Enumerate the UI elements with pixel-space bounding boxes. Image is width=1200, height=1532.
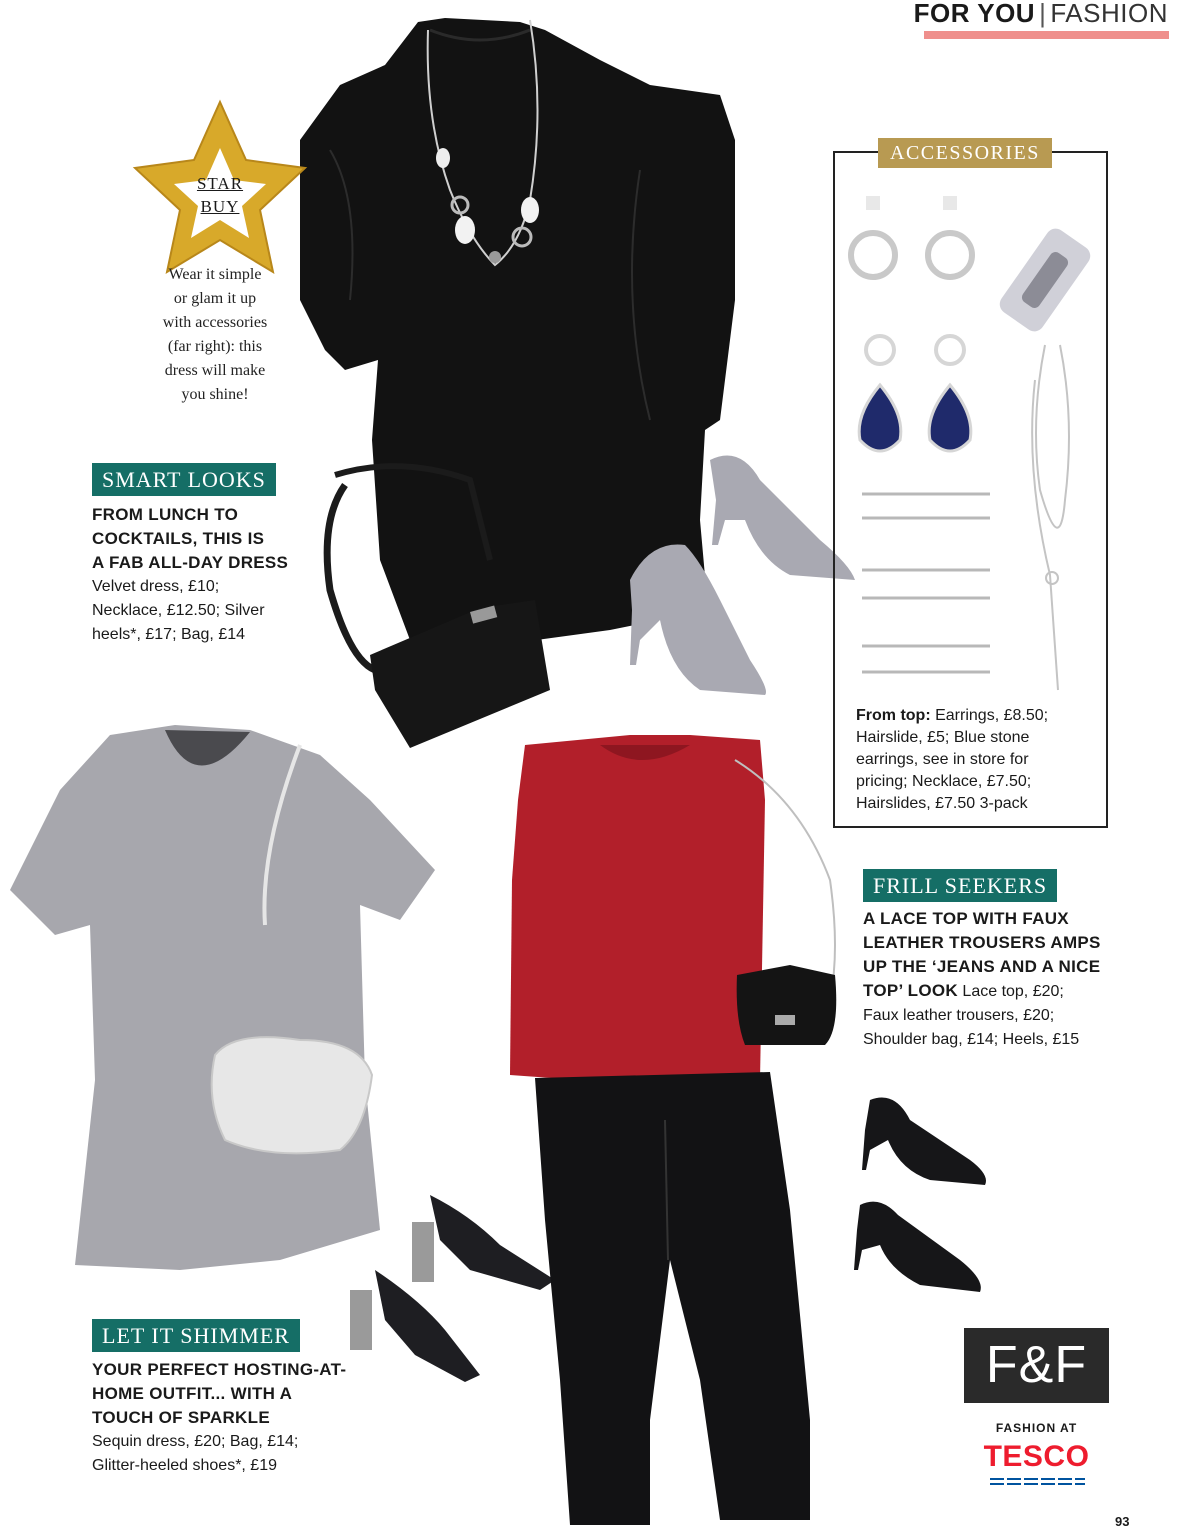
frill-seekers-headline: UP THE ‘JEANS AND A NICE xyxy=(863,957,1101,976)
frill-seekers-detail: Shoulder bag, £14; Heels, £15 xyxy=(863,1031,1080,1048)
let-it-shimmer-headline: YOUR PERFECT HOSTING-AT- xyxy=(92,1360,347,1379)
let-it-shimmer-label: LET IT SHIMMER xyxy=(92,1319,300,1352)
tesco-logo: TESCO xyxy=(983,1440,1090,1473)
star-buy-line2: BUY xyxy=(200,197,240,216)
smart-looks-copy xyxy=(92,503,332,647)
frill-seekers-headline: TOP’ LOOK xyxy=(863,981,958,1000)
black-pointed-heels-image xyxy=(854,1098,986,1293)
accessories-line: earrings, see in store for xyxy=(856,751,1029,768)
frill-seekers-headline: A LACE TOP WITH FAUX xyxy=(863,909,1069,928)
star-note-line: or glam it up xyxy=(173,290,257,307)
let-it-shimmer-detail: Glitter-heeled shoes*, £19 xyxy=(92,1457,277,1474)
smart-looks-detail: Necklace, £12.50; Silver xyxy=(92,602,265,619)
accessories-lead: From top: xyxy=(856,707,931,724)
ff-logo: F&F xyxy=(964,1328,1109,1403)
fashion-at-text: FASHION AT xyxy=(995,1421,1078,1435)
let-it-shimmer-detail: Sequin dress, £20; Bag, £14; xyxy=(92,1433,299,1450)
smart-looks-detail: heels*, £17; Bag, £14 xyxy=(92,626,246,643)
faux-leather-trousers-image xyxy=(535,1072,810,1525)
let-it-shimmer-copy xyxy=(92,1358,372,1478)
frill-seekers-copy xyxy=(863,907,1123,1052)
smart-looks-headline: A FAB ALL-DAY DRESS xyxy=(92,553,289,572)
red-lace-top-image xyxy=(510,735,765,1085)
frill-seekers-label: FRILL SEEKERS xyxy=(863,869,1057,902)
accessories-line: Hairslide, £5; Blue stone xyxy=(856,729,1030,746)
star-buy-text xyxy=(180,172,260,218)
accessories-line: Hairslides, £7.50 3-pack xyxy=(856,795,1028,812)
star-note-line: (far right): this xyxy=(167,338,263,355)
frill-seekers-headline: LEATHER TROUSERS AMPS xyxy=(863,933,1101,952)
accessories-label: ACCESSORIES xyxy=(878,138,1052,168)
frill-seekers-detail: Faux leather trousers, £20; xyxy=(863,1007,1055,1024)
accessories-line: Earrings, £8.50; xyxy=(935,707,1049,724)
smart-looks-headline: FROM LUNCH TO xyxy=(92,505,239,524)
star-note-line: you shine! xyxy=(181,386,249,403)
black-slingback-heels-image xyxy=(350,1195,555,1382)
star-note-line: Wear it simple xyxy=(168,266,262,283)
accessories-line: pricing; Necklace, £7.50; xyxy=(856,773,1032,790)
smart-looks-detail: Velvet dress, £10; xyxy=(92,578,220,595)
star-note-line: dress will make xyxy=(164,362,266,379)
tesco-logo-stripes xyxy=(990,1477,1085,1487)
silver-clutch-image xyxy=(212,1037,372,1153)
accessories-copy xyxy=(856,705,1096,815)
let-it-shimmer-headline: TOUCH OF SPARKLE xyxy=(92,1408,270,1427)
page-number: 93 xyxy=(1115,1514,1130,1529)
frill-seekers-detail: Lace top, £20; xyxy=(962,983,1064,1000)
smart-looks-label: SMART LOOKS xyxy=(92,463,276,496)
sequin-dress-image xyxy=(10,725,435,1270)
star-note xyxy=(140,263,290,407)
star-buy-line1: STAR xyxy=(196,174,244,193)
header-separator: | xyxy=(1039,0,1047,28)
subsection-title: FASHION xyxy=(1050,0,1168,28)
let-it-shimmer-headline: HOME OUTFIT... WITH A xyxy=(92,1384,293,1403)
star-note-line: with accessories xyxy=(162,314,268,331)
section-title: FOR YOU xyxy=(913,0,1036,28)
smart-looks-headline: COCKTAILS, THIS IS xyxy=(92,529,265,548)
